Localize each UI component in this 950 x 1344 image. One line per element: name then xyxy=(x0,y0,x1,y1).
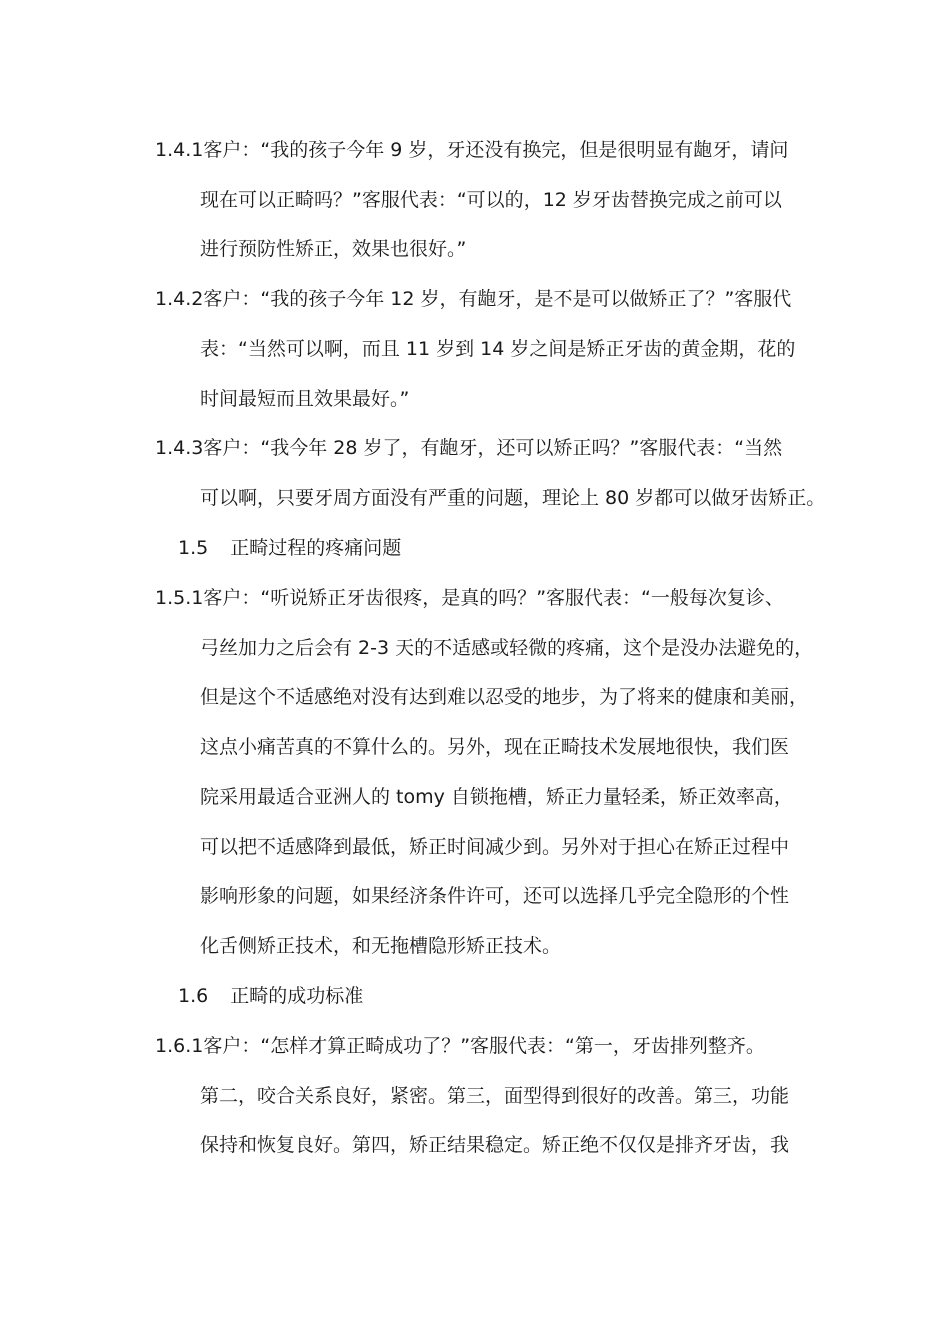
item-number: 1.6.1 xyxy=(155,1035,204,1057)
item-number: 1.4.3 xyxy=(155,437,204,459)
text: 客户：“我的孩子今年 12 岁，有龅牙，是不是可以做矫正了？”客服代 xyxy=(203,288,792,310)
paragraph-1-4-3-line-1 xyxy=(155,435,782,461)
paragraph-1-4-2-line-2: 表：“当然可以啊，而且 11 岁到 14 岁之间是矫正牙齿的黄金期，花的 xyxy=(200,338,796,360)
section-heading-1-5 xyxy=(178,535,401,561)
paragraph-1-6-1-line-2: 第二，咬合关系良好，紧密。第三，面型得到很好的改善。第三，功能 xyxy=(200,1085,790,1107)
item-number: 1.4.2 xyxy=(155,288,204,310)
paragraph-1-5-1-line-5: 院采用最适合亚洲人的 tomy 自锁拖槽，矫正力量轻柔，矫正效率高， xyxy=(200,786,793,808)
text: 客户：“怎样才算正畸成功了？”客服代表：“第一，牙齿排列整齐。 xyxy=(203,1035,765,1057)
item-number: 1.4.1 xyxy=(155,139,204,161)
paragraph-1-4-1-line-3: 进行预防性矫正，效果也很好。” xyxy=(200,238,467,260)
heading-number: 1.5 xyxy=(178,537,209,559)
heading-number: 1.6 xyxy=(178,985,209,1007)
paragraph-1-6-1-line-1 xyxy=(155,1033,765,1059)
paragraph-1-5-1-line-3: 但是这个不适感绝对没有达到难以忍受的地步，为了将来的健康和美丽， xyxy=(200,686,809,708)
heading-title: 正畸的成功标准 xyxy=(230,985,364,1007)
paragraph-1-4-1-line-1 xyxy=(155,137,788,163)
paragraph-1-6-1-line-3: 保持和恢复良好。第四，矫正结果稳定。矫正绝不仅仅是排齐牙齿，我 xyxy=(200,1134,790,1156)
paragraph-1-5-1-line-4: 这点小痛苦真的不算什么的。另外，现在正畸技术发展地很快，我们医 xyxy=(200,736,790,758)
section-heading-1-6 xyxy=(178,983,363,1009)
paragraph-1-5-1-line-2: 弓丝加力之后会有 2-3 天的不适感或轻微的疼痛，这个是没办法避免的， xyxy=(200,637,814,659)
paragraph-1-5-1-line-7: 影响形象的问题，如果经济条件许可，还可以选择几乎完全隐形的个性 xyxy=(200,885,790,907)
paragraph-1-5-1-line-6: 可以把不适感降到最低，矫正时间减少到。另外对于担心在矫正过程中 xyxy=(200,836,790,858)
paragraph-1-4-1-line-2: 现在可以正畸吗？”客服代表：“可以的，12 岁牙齿替换完成之前可以 xyxy=(200,189,782,211)
item-number: 1.5.1 xyxy=(155,587,204,609)
paragraph-1-5-1-line-8: 化舌侧矫正技术，和无拖槽隐形矫正技术。 xyxy=(200,935,562,957)
heading-title: 正畸过程的疼痛问题 xyxy=(230,537,402,559)
paragraph-1-4-2-line-3: 时间最短而且效果最好。” xyxy=(200,388,410,410)
paragraph-1-4-2-line-1 xyxy=(155,286,791,312)
paragraph-1-5-1-line-1 xyxy=(155,585,784,611)
paragraph-1-4-3-line-2: 可以啊，只要牙周方面没有严重的问题，理论上 80 岁都可以做牙齿矫正。 xyxy=(200,487,826,509)
text: 客户：“我的孩子今年 9 岁，牙还没有换完，但是很明显有龅牙，请问 xyxy=(203,139,789,161)
text: 客户：“我今年 28 岁了，有龅牙，还可以矫正吗？”客服代表：“当然 xyxy=(203,437,783,459)
text: 客户：“听说矫正牙齿很疼，是真的吗？”客服代表：“一般每次复诊、 xyxy=(203,587,784,609)
